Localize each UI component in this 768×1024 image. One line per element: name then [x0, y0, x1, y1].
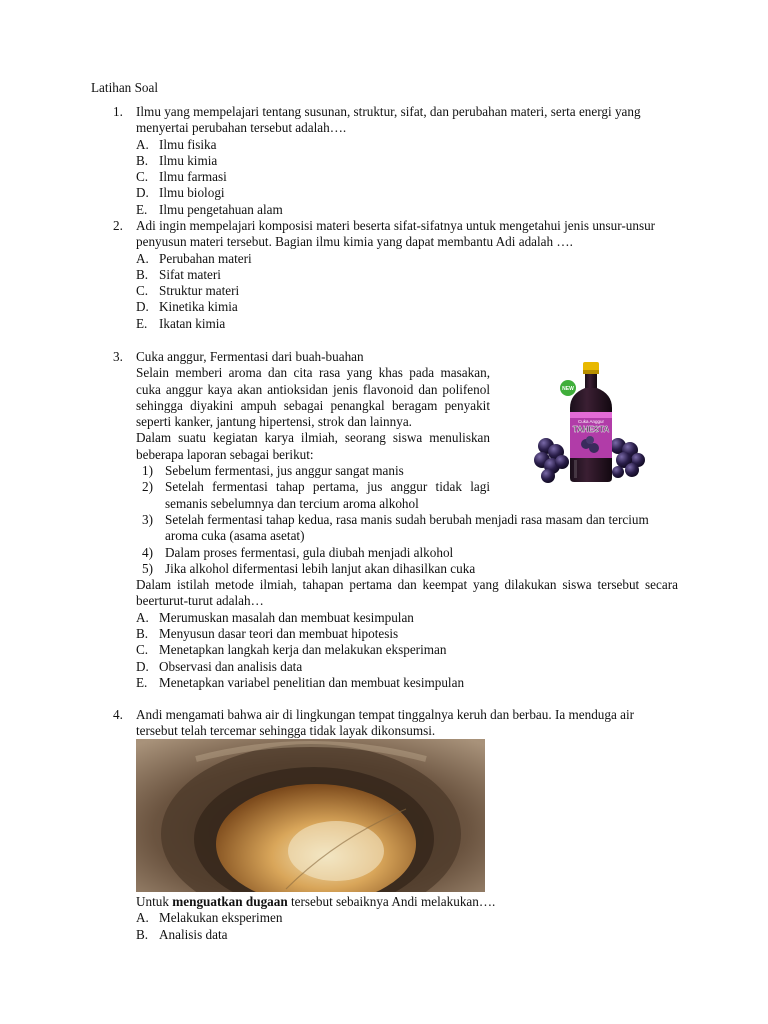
new-badge: NEW	[562, 386, 574, 392]
option[interactable]: B. Menyusun dasar teori dan membuat hipotesis	[136, 626, 399, 642]
question-1	[113, 104, 678, 218]
murky-well-water-image	[136, 739, 485, 892]
list-item: 2) Setelah fermentasi tahap pertama, jus anggur tidak lagi semanis sebelumnya dan tercium aroma alkohol	[142, 479, 490, 511]
option[interactable]: A. Melakukan eksperimen	[136, 910, 283, 926]
options-list	[136, 610, 678, 691]
question-number: 2.	[113, 218, 123, 233]
grapes-right	[610, 438, 645, 478]
question-4	[113, 707, 678, 740]
vinegar-bottle-image	[534, 360, 646, 488]
option[interactable]: A. Merumuskan masalah dan membuat kesimpulan	[136, 609, 414, 625]
question-paragraph: Dalam suatu kegiatan karya ilmiah, seorang siswa menuliskan beberapa laporan sebagai berikut:	[136, 430, 490, 462]
question-text: Dalam istilah metode ilmiah, tahapan pertama dan keempat yang dilakukan siswa tersebut secara beerturut-turut adalah…	[136, 577, 678, 609]
question-text: Adi ingin mempelajari komposisi materi beserta sifat-sifatnya untuk mengetahui jenis unsur-unsur penyusun materi tersebut. Bagian ilmu kimia yang dapat membantu Adi adalah ….	[136, 218, 656, 250]
question-number: 1.	[113, 104, 123, 119]
bottle-brand: TAHESTA	[572, 425, 610, 434]
page-title: Latihan Soal	[91, 80, 159, 95]
option[interactable]: C. Menetapkan langkah kerja dan melakukan eksperiman	[136, 642, 447, 658]
option[interactable]: B. Ilmu kimia	[136, 152, 218, 168]
options-list	[136, 910, 678, 943]
option[interactable]: B. Analisis data	[136, 926, 228, 942]
option[interactable]: B. Sifat materi	[136, 266, 221, 282]
options-list	[136, 251, 678, 332]
option[interactable]: D. Kinetika kimia	[136, 299, 238, 315]
emphasis-text: menguatkan dugaan	[172, 894, 288, 909]
question-text: Untuk menguatkan dugaan tersebut sebaiknya Andi melakukan….	[136, 894, 496, 909]
list-item: 1) Sebelum fermentasi, jus anggur sangat manis	[142, 463, 404, 479]
question-text: Ilmu yang mempelajari tentang susunan, struktur, sifat, dan perubahan materi, serta energi yang menyertai perubahan tersebut adalah….	[136, 104, 641, 136]
question-2	[113, 218, 678, 332]
option[interactable]: A. Perubahan materi	[136, 250, 252, 266]
option[interactable]: C. Struktur materi	[136, 283, 240, 299]
option[interactable]: A. Ilmu fisika	[136, 136, 217, 152]
option[interactable]: C. Ilmu farmasi	[136, 169, 227, 185]
option[interactable]: D. Ilmu biologi	[136, 185, 225, 201]
option[interactable]: D. Observasi dan analisis data	[136, 658, 303, 674]
list-item: 5) Jika alkohol difermentasi lebih lanjut akan dihasilkan cuka	[142, 560, 476, 576]
list-item: 4) Dalam proses fermentasi, gula diubah menjadi alkohol	[142, 544, 454, 560]
list-item: 3) Setelah fermentasi tahap kedua, rasa manis sudah berubah menjadi rasa masam dan tercium aroma cuka (asama asetat)	[142, 511, 649, 544]
question-paragraph: Selain memberi aroma dan cita rasa yang khas pada masakan, cuka anggur kaya akan antioksidan jenis flavonoid dan polifenol sehingga diyakini ampuh sebagai penangkal beragam penyakit seperti kanker, jantung hipertensi, strok dan lainnya.	[136, 365, 490, 430]
bottle-sublabel: Cuka Anggur	[577, 419, 605, 424]
question-number: 4.	[113, 707, 123, 722]
question-text: Andi mengamati bahwa air di lingkungan tempat tinggalnya keruh dan berbau. Ia menduga air tersebut telah tercemar sehingga tidak layak dikonsumsi.	[136, 707, 635, 739]
grapes-left	[534, 438, 569, 483]
question-heading: Cuka anggur, Fermentasi dari buah-buahan	[136, 349, 364, 364]
question-number: 3.	[113, 349, 123, 364]
question-4-prompt	[113, 894, 678, 943]
options-list	[136, 137, 678, 218]
option[interactable]: E. Menetapkan variabel penelitian dan membuat kesimpulan	[136, 674, 465, 690]
option[interactable]: E. Ilmu pengetahuan alam	[136, 201, 283, 217]
option[interactable]: E. Ikatan kimia	[136, 315, 226, 331]
